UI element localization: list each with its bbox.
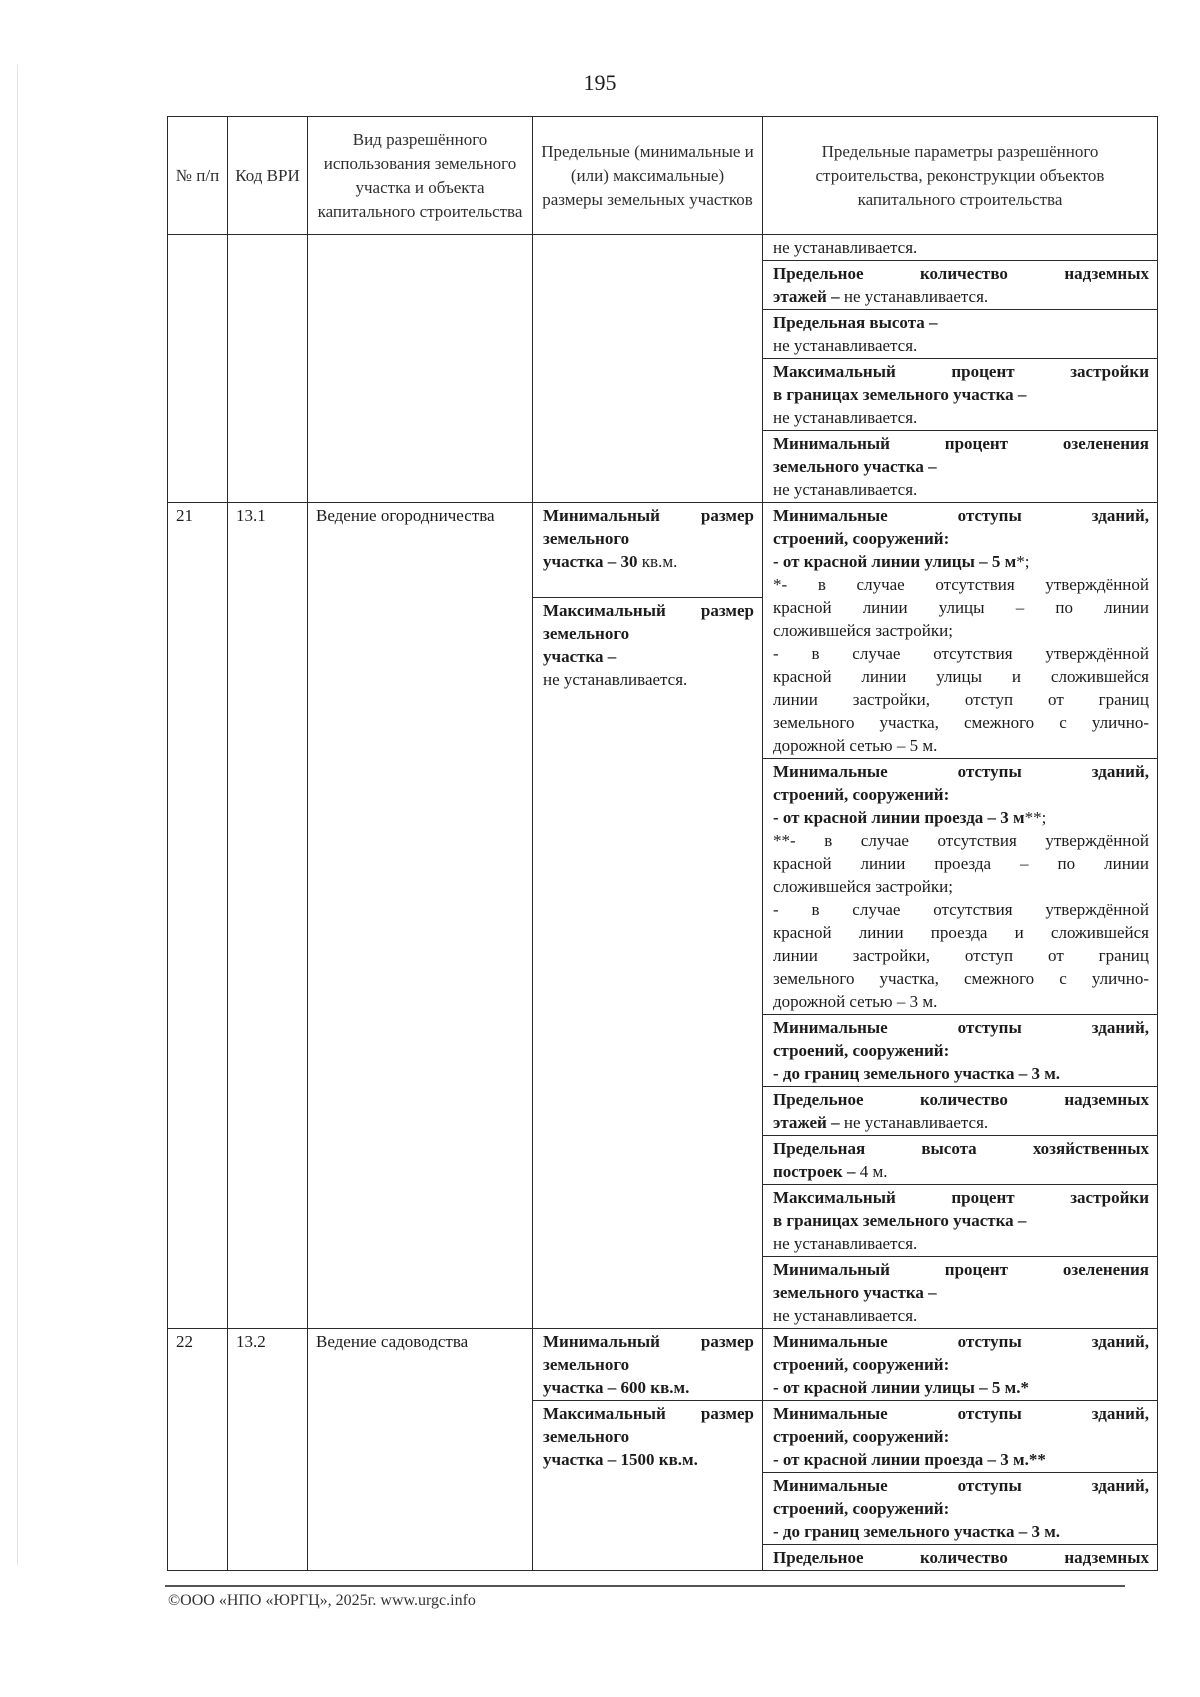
param-item: [763, 1184, 1157, 1256]
text-line: Максимальный процент застройки: [773, 1188, 1149, 1207]
text-line: строений, сооружений:: [773, 529, 950, 548]
cell-type: Ведение садоводства: [308, 1329, 533, 1571]
size-item: [533, 503, 762, 597]
text-line: - от красной линии проезда – 3 м: [773, 808, 1025, 827]
text-line: сложившейся застройки;: [773, 877, 953, 896]
cell-size: [533, 235, 763, 503]
text-line: не устанавливается.: [773, 238, 918, 257]
text-line: кв.м.: [637, 552, 678, 571]
text-line: не устанавливается.: [839, 1113, 989, 1132]
text-line: Предельная высота –: [773, 313, 938, 332]
text-line: Минимальные отступы зданий,: [773, 1404, 1149, 1423]
text-line: *;: [1016, 552, 1030, 571]
text-line: строений, сооружений:: [773, 1499, 950, 1518]
text-line: построек –: [773, 1162, 856, 1181]
text-line: **- в случае отсутствия утверждённой: [773, 831, 1149, 850]
text-line: не устанавливается.: [773, 1306, 918, 1325]
header-type: Вид разрешённого использования земельного участка и объекта капитального строительства: [308, 117, 533, 235]
cell-number: 21: [168, 503, 228, 1329]
footer-rule: [165, 1585, 1125, 1587]
text-line: сложившейся застройки;: [773, 621, 953, 640]
param-item: [763, 1400, 1157, 1472]
text-line: участка – 600 кв.м.: [543, 1378, 690, 1397]
text-line: этажей –: [773, 287, 840, 306]
text-line: Максимальный размер земельного: [543, 601, 754, 643]
cell-params: [763, 503, 1158, 1329]
cell-params: [763, 235, 1158, 503]
text-line: Минимальный размер земельного: [543, 506, 754, 548]
text-line: Минимальные отступы зданий,: [773, 1476, 1149, 1495]
text-line: линии застройки, отступ от границ: [773, 690, 1149, 709]
text-line: **;: [1024, 808, 1047, 827]
param-item: [763, 235, 1157, 260]
text-line: Предельная высота хозяйственных: [773, 1139, 1149, 1158]
text-line: - от красной линии улицы – 5 м: [773, 552, 1017, 571]
text-line: не устанавливается.: [773, 1234, 918, 1253]
text-line: дорожной сетью – 5 м.: [773, 736, 938, 755]
text-line: Минимальные отступы зданий,: [773, 1332, 1149, 1351]
text-line: линии застройки, отступ от границ: [773, 946, 1149, 965]
cell-size: [533, 1329, 763, 1571]
text-line: участка – 30: [543, 552, 638, 571]
scan-edge-line: [17, 65, 18, 1565]
text-line: Максимальный размер земельного: [543, 1404, 754, 1446]
text-line: не устанавливается.: [773, 408, 918, 427]
size-item: [533, 1400, 762, 1472]
cell-code: 13.2: [228, 1329, 308, 1571]
param-item: [763, 309, 1157, 358]
table-row: [168, 1329, 1158, 1571]
text-line: Минимальные отступы зданий,: [773, 506, 1149, 525]
page-number: 195: [583, 70, 617, 95]
text-line: не устанавливается.: [773, 336, 918, 355]
param-item: [763, 1135, 1157, 1184]
text-line: - в случае отсутствия утверждённой: [773, 900, 1149, 919]
size-item: [533, 1329, 762, 1400]
text-line: участка –: [543, 647, 617, 666]
text-line: - от красной линии проезда – 3 м.**: [773, 1450, 1046, 1469]
param-item: [763, 260, 1157, 309]
text-line: земельного участка, смежного с улично-: [773, 969, 1149, 988]
param-item: [763, 1256, 1157, 1328]
param-item: [763, 1086, 1157, 1135]
cell-type: Ведение огородничества: [308, 503, 533, 1329]
zoning-table: [167, 116, 1158, 1571]
text-line: строений, сооружений:: [773, 1041, 950, 1060]
cell-params: [763, 1329, 1158, 1571]
param-item: [763, 1014, 1157, 1086]
text-line: земельного участка –: [773, 1283, 937, 1302]
cell-code: [228, 235, 308, 503]
text-line: строений, сооружений:: [773, 1427, 950, 1446]
table-row: [168, 235, 1158, 503]
text-line: *- в случае отсутствия утверждённой: [773, 575, 1149, 594]
text-line: красной линии улицы – по линии: [773, 598, 1149, 617]
text-line: не устанавливается.: [839, 287, 989, 306]
table-row: [168, 503, 1158, 1329]
text-line: не устанавливается.: [543, 670, 688, 689]
header-code: Код ВРИ: [228, 117, 308, 235]
text-line: красной линии проезда – по линии: [773, 854, 1149, 873]
text-line: земельного участка –: [773, 457, 937, 476]
param-item: [763, 430, 1157, 502]
text-line: Минимальный размер земельного: [543, 1332, 754, 1374]
footer-copyright: ©ООО «НПО «ЮРГЦ», 2025г. www.urgc.info: [168, 1592, 476, 1609]
header-number: № п/п: [168, 117, 228, 235]
param-item: [763, 1472, 1157, 1544]
text-line: красной линии проезда и сложившейся: [773, 923, 1149, 942]
text-line: в границах земельного участка –: [773, 385, 1027, 404]
param-item: [763, 503, 1157, 758]
text-line: земельного участка, смежного с улично-: [773, 713, 1149, 732]
text-line: в границах земельного участка –: [773, 1211, 1027, 1230]
param-item: [763, 1544, 1157, 1570]
text-line: строений, сооружений:: [773, 785, 950, 804]
cell-number: [168, 235, 228, 503]
text-line: строений, сооружений:: [773, 1355, 950, 1374]
text-line: участка – 1500 кв.м.: [543, 1450, 698, 1469]
text-line: красной линии улицы и сложившейся: [773, 667, 1149, 686]
cell-number: 22: [168, 1329, 228, 1571]
table-header-row: [168, 117, 1158, 235]
text-line: 4 м.: [855, 1162, 888, 1181]
text-line: Максимальный процент застройки: [773, 362, 1149, 381]
header-params: Предельные параметры разрешённого строительства, реконструкции объектов капитального строительства: [763, 117, 1158, 235]
text-line: Минимальный процент озеленения: [773, 1260, 1149, 1279]
cell-type: [308, 235, 533, 503]
text-line: - до границ земельного участка – 3 м.: [773, 1522, 1061, 1541]
text-line: дорожной сетью – 3 м.: [773, 992, 938, 1011]
text-line: Предельное количество надземных: [773, 1090, 1149, 1109]
text-line: Минимальные отступы зданий,: [773, 1018, 1149, 1037]
text-line: Предельное количество надземных: [773, 264, 1149, 283]
text-line: не устанавливается.: [773, 480, 918, 499]
cell-size: [533, 503, 763, 1329]
text-line: Минимальные отступы зданий,: [773, 762, 1149, 781]
header-size: Предельные (минимальные и (или) максимальные) размеры земельных участков: [533, 117, 763, 235]
param-item: [763, 1329, 1157, 1400]
param-item: [763, 758, 1157, 1014]
text-line: Предельное количество надземных: [773, 1548, 1149, 1567]
text-line: - в случае отсутствия утверждённой: [773, 644, 1149, 663]
text-line: Минимальный процент озеленения: [773, 434, 1149, 453]
text-line: этажей –: [773, 1113, 840, 1132]
text-line: - до границ земельного участка – 3 м.: [773, 1064, 1061, 1083]
param-item: [763, 358, 1157, 430]
text-line: - от красной линии улицы – 5 м.*: [773, 1378, 1029, 1397]
cell-code: 13.1: [228, 503, 308, 1329]
size-item: [533, 597, 762, 692]
